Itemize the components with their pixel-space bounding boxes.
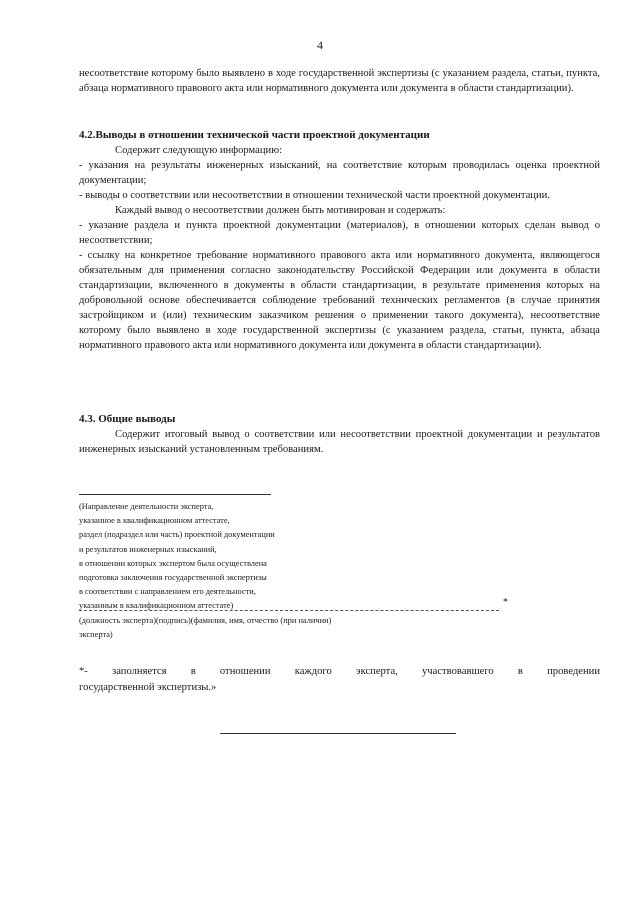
footnote	[79, 664, 600, 696]
note-line: в отношении которых экспертом была осуществлена	[79, 558, 267, 568]
section-4-2-item-3: - указание раздела и пункта проектной документации (материалов), в отношении которых сделан вывод о несоответствии;	[79, 220, 600, 246]
continuation-paragraph: несоответствие которому было выявлено в ходе государственной экспертизы (с указанием раздела, статьи, пункта, абзаца нормативного правового акта или нормативного документа или документа в области стандартизации).	[79, 68, 600, 94]
signature-caption	[79, 614, 331, 642]
section-4-2-intro: Содержит следующую информацию:	[115, 145, 283, 156]
expert-direction-note	[79, 500, 275, 614]
footnote-line-1: *- заполняется в отношении каждого эксперта, участвовавшего в проведении	[79, 666, 600, 677]
note-line: раздел (подраздел или часть) проектной документации	[79, 530, 275, 540]
note-line: указанным в квалификационном аттестате)	[79, 601, 234, 611]
end-rule	[220, 733, 456, 734]
continuation-block	[79, 66, 600, 96]
signature-dotted-line	[79, 610, 499, 611]
section-4-2	[79, 128, 600, 353]
signature-asterisk: *	[503, 597, 508, 608]
note-line: и результатов инженерных изысканий,	[79, 544, 217, 554]
page-number: 4	[317, 38, 323, 52]
section-4-2-item-2: - выводы о соответствии или несоответствии в отношении технической части проектной документации.	[79, 190, 550, 201]
section-4-3-paragraph: Содержит итоговый вывод о соответствии или несоответствии проектной документации и результатов инженерных изысканий установленным требованиям.	[79, 429, 600, 455]
section-4-3	[79, 412, 600, 457]
section-4-3-heading: 4.3. Общие выводы	[79, 413, 176, 425]
section-4-2-item-1: - указания на результаты инженерных изысканий, на соответствие которым проводилась оценка проектной документации;	[79, 160, 600, 186]
section-4-2-paragraph-2: Каждый вывод о несоответствии должен быть мотивирован и содержать:	[115, 205, 446, 216]
signature-caption-line-1: (должность эксперта)(подпись)(фамилия, имя, отчество (при наличии)	[79, 616, 332, 625]
note-line: подготовка заключения государственной экспертизы	[79, 573, 267, 583]
note-line: в соответствии с направлением его деятельности,	[79, 587, 256, 597]
footnote-line-2: государственной экспертизы.»	[79, 682, 217, 693]
expert-direction-rule	[79, 494, 271, 495]
section-4-2-item-4: - ссылку на конкретное требование нормативного правового акта или нормативного документа, являющегося обязательным для применения согласно законодательству Российской Федерации или документа в области стандартизации, включенного в документы в области стандартизации, в результате применения которых на добровольной основе обеспечивается соблюдение требований технических регламентов (в случае принятия застройщиком и (или) техническим заказчиком решения о применении такого документа), несоответствие которому было выявлено в ходе государственной экспертизы (с указанием раздела, статьи, пункта, абзаца нормативного правового акта или нормативного документа или документа в области стандартизации).	[79, 250, 600, 351]
signature-caption-line-2: эксперта)	[79, 630, 113, 639]
section-4-2-heading: 4.2.Выводы в отношении технической части проектной документации	[79, 129, 430, 141]
note-line: указанное в квалификационном аттестате,	[79, 516, 230, 526]
note-line: (Направление деятельности эксперта,	[79, 502, 214, 511]
